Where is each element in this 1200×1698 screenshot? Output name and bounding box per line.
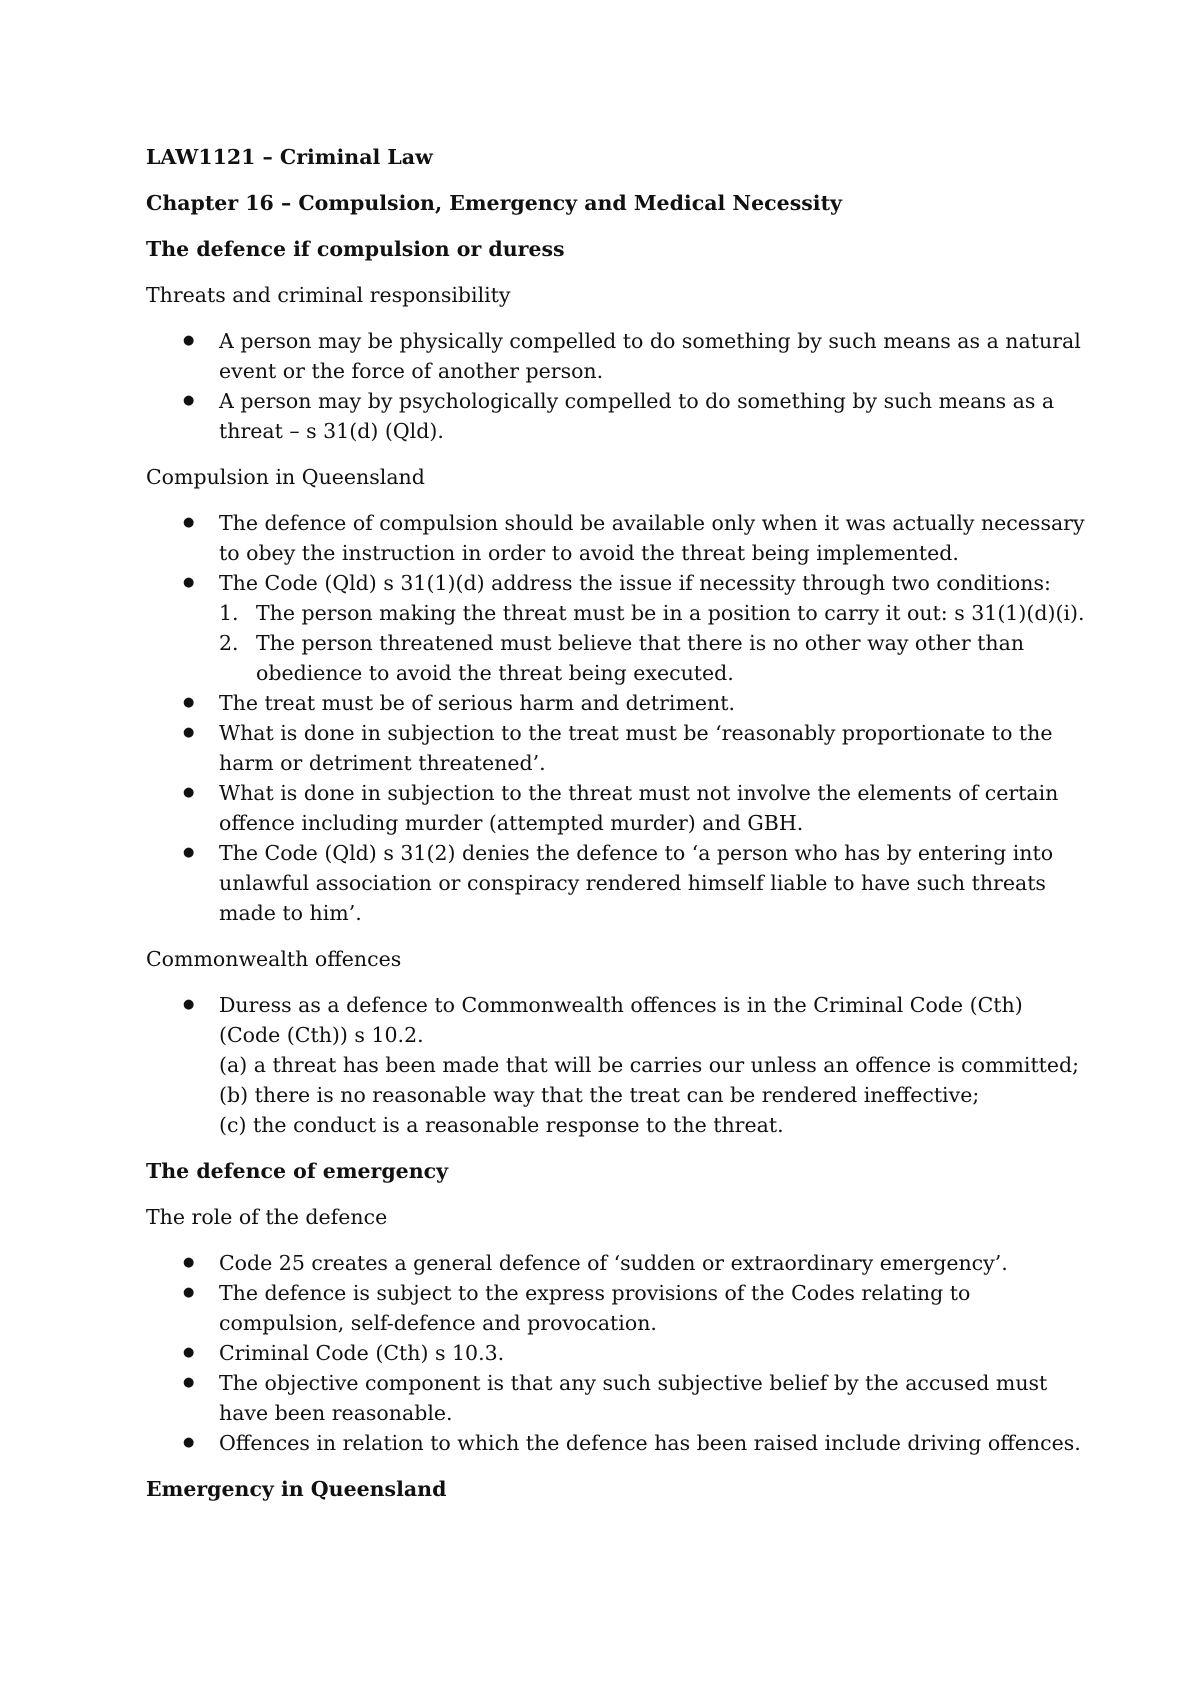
subheading-compulsion-qld: Compulsion in Queensland	[146, 465, 425, 489]
condition-number: 1.	[219, 601, 239, 625]
list-item: ● Code 25 creates a general defence of ‘sudden or extraordinary emergency’.	[146, 1248, 1086, 1278]
list-item: ● Criminal Code (Cth) s 10.3.	[146, 1338, 1086, 1368]
list-item	[146, 990, 1086, 1140]
list-item: ● What is done in subjection to the treat must be ‘reasonably proportionate to the harm or detriment threatened’.	[146, 718, 1086, 778]
subheading-commonwealth: Commonwealth offences	[146, 947, 402, 971]
subheading-role: The role of the defence	[146, 1205, 388, 1229]
list-item: ● The Code (Qld) s 31(2) denies the defence to ‘a person who has by entering into unlawful association or conspiracy rendered himself liable to have such threats made to him’.	[146, 838, 1086, 928]
threats-list	[146, 326, 1086, 446]
list-item-text: Duress as a defence to Commonwealth offences is in the Criminal Code (Cth) (Code (Cth)) s 10.2.	[219, 993, 1023, 1047]
list-item	[146, 568, 1086, 688]
commonwealth-list	[146, 990, 1086, 1140]
section-heading-emergency: The defence of emergency	[146, 1159, 449, 1183]
conditions-list	[219, 598, 1086, 688]
condition-item	[219, 628, 1086, 688]
list-item: ● A person may be physically compelled to do something by such means as a natural event or the force of another person.	[146, 326, 1086, 386]
document-page	[146, 142, 1086, 1520]
list-item: ● The defence is subject to the express provisions of the Codes relating to compulsion, self-defence and provocation.	[146, 1278, 1086, 1338]
role-list	[146, 1248, 1086, 1458]
duress-condition-c: (c) the conduct is a reasonable response to the threat.	[219, 1113, 784, 1137]
list-item: ● The treat must be of serious harm and detriment.	[146, 688, 1086, 718]
chapter-heading: Chapter 16 – Compulsion, Emergency and Medical Necessity	[146, 191, 842, 215]
list-item: ● The objective component is that any such subjective belief by the accused must have been reasonable.	[146, 1368, 1086, 1428]
section-heading-emergency-qld: Emergency in Queensland	[146, 1477, 447, 1501]
document-title: LAW1121 – Criminal Law	[146, 145, 433, 169]
section-heading-duress: The defence if compulsion or duress	[146, 237, 565, 261]
condition-item	[219, 598, 1086, 628]
condition-number: 2.	[219, 631, 239, 655]
condition-text: The person threatened must believe that there is no other way other than obedience to avoid the threat being executed.	[256, 631, 1025, 685]
duress-condition-a: (a) a threat has been made that will be carries our unless an offence is committed;	[219, 1053, 1080, 1077]
list-item: ● Offences in relation to which the defence has been raised include driving offences.	[146, 1428, 1086, 1458]
condition-text: The person making the threat must be in a position to carry it out: s 31(1)(d)(i).	[256, 601, 1085, 625]
list-item: ● What is done in subjection to the threat must not involve the elements of certain offence including murder (attempted murder) and GBH.	[146, 778, 1086, 838]
list-item: ● The defence of compulsion should be available only when it was actually necessary to obey the instruction in order to avoid the threat being implemented.	[146, 508, 1086, 568]
compulsion-qld-list	[146, 508, 1086, 928]
subheading-threats: Threats and criminal responsibility	[146, 283, 511, 307]
list-item-text: The Code (Qld) s 31(1)(d) address the issue if necessity through two conditions:	[219, 571, 1051, 595]
list-item: ● A person may by psychologically compelled to do something by such means as a threat – s 31(d) (Qld).	[146, 386, 1086, 446]
duress-condition-b: (b) there is no reasonable way that the treat can be rendered ineffective;	[219, 1083, 980, 1107]
